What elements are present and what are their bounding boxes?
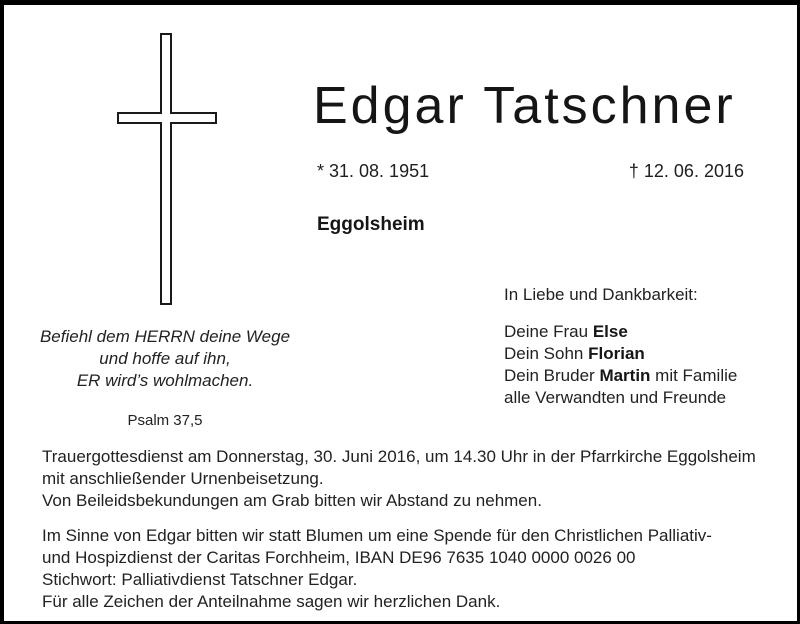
service-line: Von Beileidsbekundungen am Grab bitten wir Abstand zu nehmen. xyxy=(42,491,542,510)
mourner-line: Dein Sohn Florian xyxy=(504,344,645,363)
mourners-list xyxy=(504,321,737,409)
mourners-block xyxy=(504,284,737,409)
donation-line: und Hospizdienst der Caritas Forchheim, IBAN DE96 7635 1040 0000 0026 00 xyxy=(42,548,636,567)
mourner-line: Dein Bruder Martin mit Familie xyxy=(504,366,738,385)
mourners-intro: In Liebe und Dankbarkeit: xyxy=(504,285,698,304)
quote-line: ER wird’s wohlmachen. xyxy=(76,371,254,390)
birth-date: * 31. 08. 1951 xyxy=(317,161,430,181)
service-line: Trauergottesdienst am Donnerstag, 30. Juni 2016, um 14.30 Uhr in der Pfarrkirche Eggolsheim xyxy=(42,447,756,466)
quote-line: Befiehl dem HERRN deine Wege xyxy=(39,327,291,346)
service-line: mit anschließender Urnenbeisetzung. xyxy=(42,469,324,488)
donation-line: Im Sinne von Edgar bitten wir statt Blumen um eine Spende für den Christlichen Palliativ- xyxy=(42,526,712,545)
scripture-quote xyxy=(0,326,330,432)
life-dates xyxy=(317,160,744,182)
service-info xyxy=(42,446,782,512)
place-of-residence: Eggolsheim xyxy=(317,214,425,235)
mourner-line: Deine Frau Else xyxy=(504,322,628,341)
cross-icon xyxy=(117,33,217,305)
donation-info xyxy=(42,525,782,613)
donation-line: Für alle Zeichen der Anteilnahme sagen wir herzlichen Dank. xyxy=(42,592,501,611)
death-date: † 12. 06. 2016 xyxy=(628,161,744,181)
deceased-name: Edgar Tatschner xyxy=(313,77,736,135)
quote-line: und hoffe auf ihn, xyxy=(99,349,231,368)
donation-line: Stichwort: Palliativdienst Tatschner Edgar. xyxy=(42,570,358,589)
quote-source: Psalm 37,5 xyxy=(127,412,203,429)
mourner-line: alle Verwandten und Freunde xyxy=(504,388,727,407)
